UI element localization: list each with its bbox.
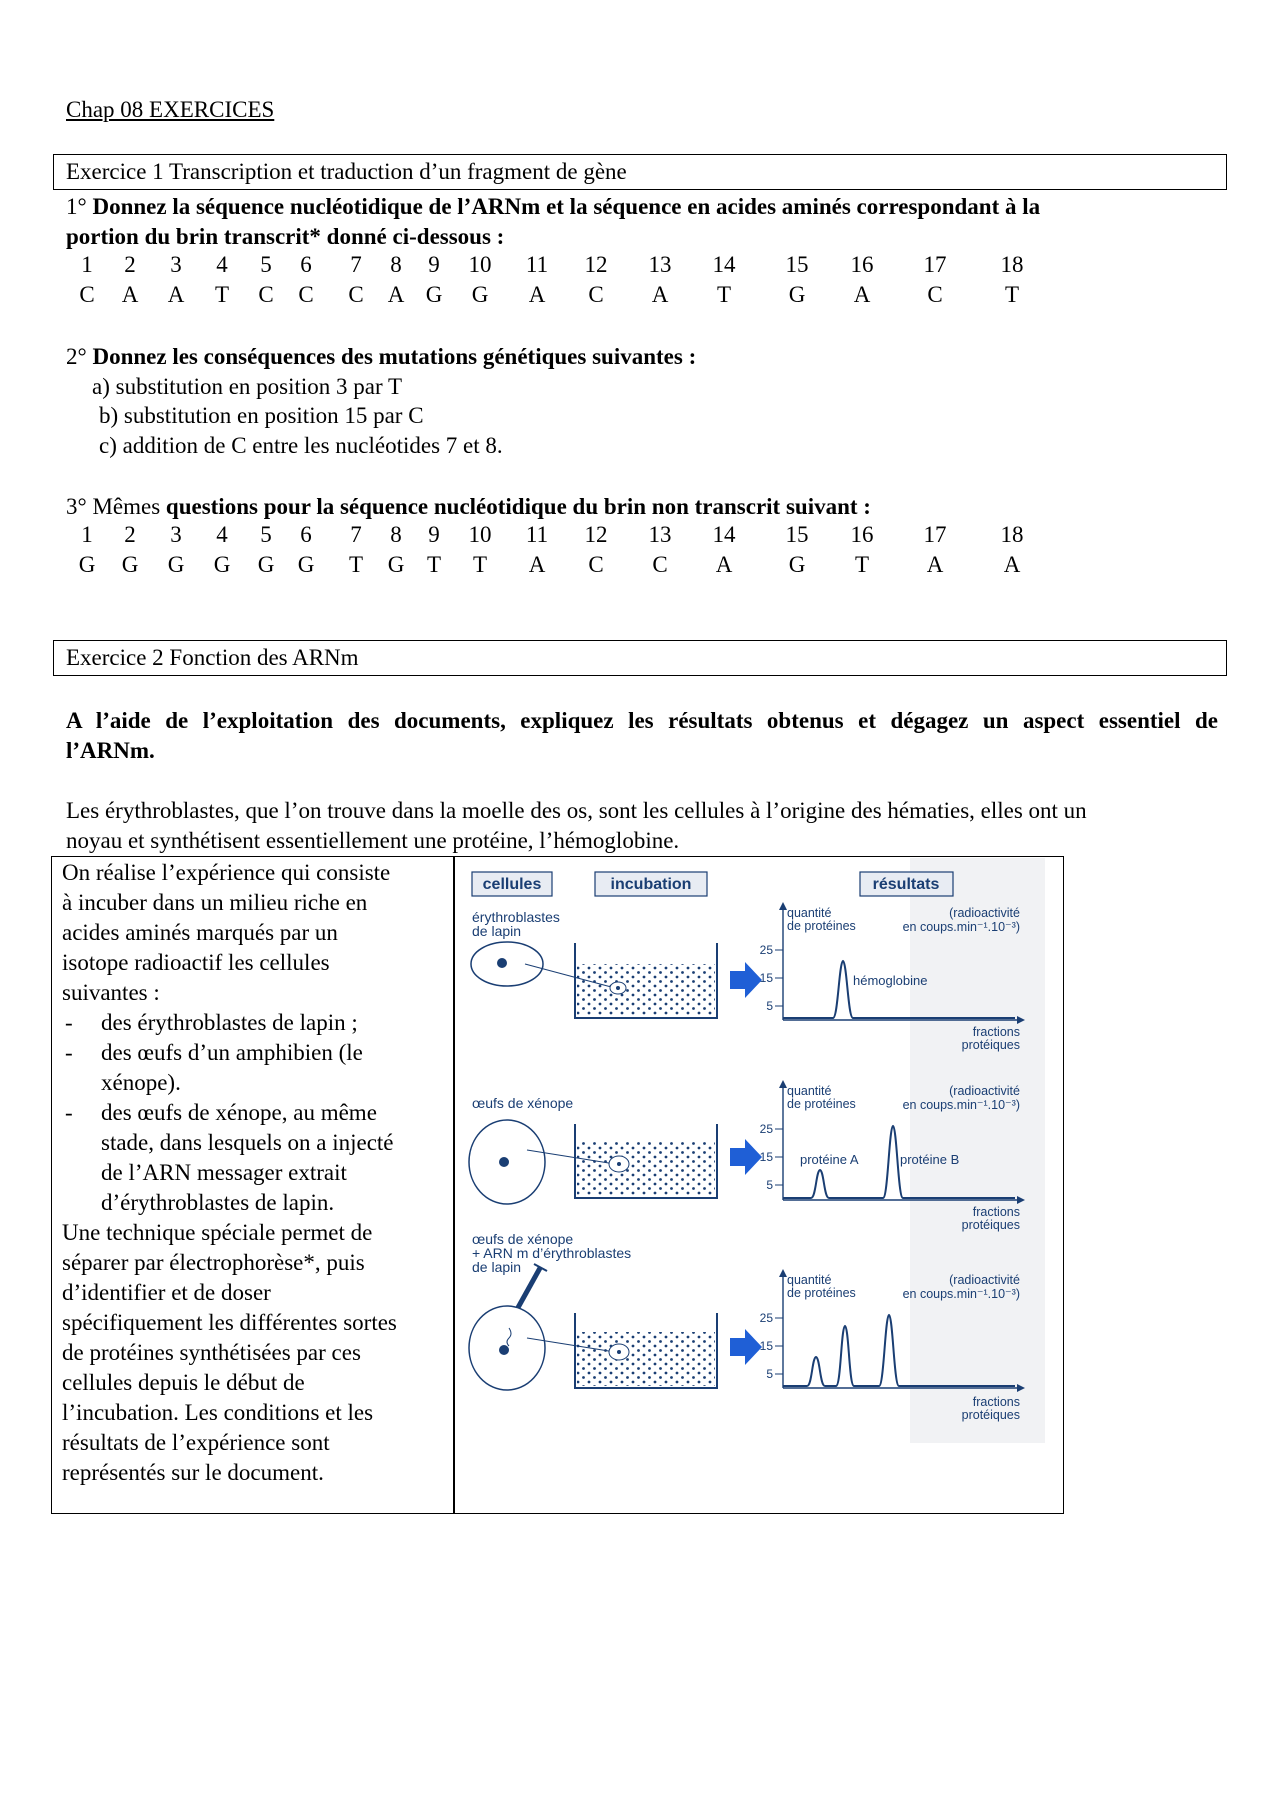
sequence-position: 18 bbox=[1000, 252, 1024, 277]
desc-line: d’identifier et de doser bbox=[62, 1280, 271, 1305]
sequence-base: G bbox=[425, 282, 443, 307]
seq1-positions bbox=[0, 250, 1280, 280]
sequence-base: A bbox=[926, 552, 944, 577]
list-item bbox=[62, 1008, 452, 1038]
q1-line2: portion du brin transcrit* donné ci-dessous : bbox=[66, 224, 505, 249]
list-dash: - bbox=[65, 1040, 73, 1065]
desc-line: l’incubation. Les conditions et les bbox=[62, 1400, 374, 1425]
q2-text: Donnez les conséquences des mutations génétiques suivantes : bbox=[92, 344, 697, 369]
erythroblast-cell bbox=[471, 942, 543, 986]
sequence-position: 7 bbox=[350, 252, 362, 277]
list-item-text: des œufs d’un amphibien (le bbox=[101, 1040, 363, 1065]
sequence-base: G bbox=[471, 282, 489, 307]
cell-nucleus bbox=[499, 1345, 509, 1355]
list-dash: - bbox=[65, 1100, 73, 1125]
sequence-position: 6 bbox=[300, 522, 312, 547]
seq2-bases bbox=[0, 550, 1280, 580]
svg-text:protéiques: protéiques bbox=[961, 1218, 1020, 1232]
sequence-base: C bbox=[652, 552, 668, 577]
svg-text:incubation: incubation bbox=[610, 876, 692, 893]
seq2-positions bbox=[0, 520, 1280, 550]
sequence-position: 4 bbox=[216, 252, 228, 277]
sequence-position: 3 bbox=[170, 522, 182, 547]
row3-label: œufs de xénope bbox=[472, 1231, 574, 1247]
svg-text:fractions: fractions bbox=[972, 1025, 1020, 1039]
sequence-base: G bbox=[167, 552, 185, 577]
svg-text:de protéines: de protéines bbox=[787, 1097, 856, 1111]
sequence-base: T bbox=[716, 282, 732, 307]
sequence-position: 4 bbox=[216, 522, 228, 547]
svg-text:protéiques: protéiques bbox=[961, 1408, 1020, 1422]
row2-label: œufs de xénope bbox=[472, 1095, 574, 1111]
sequence-base: G bbox=[257, 552, 275, 577]
svg-text:en coups.min⁻¹.10⁻³): en coups.min⁻¹.10⁻³) bbox=[902, 1098, 1020, 1112]
desc-line: cellules depuis le début de bbox=[62, 1370, 305, 1395]
sequence-position: 15 bbox=[785, 252, 809, 277]
sequence-base: A bbox=[528, 282, 546, 307]
sequence-position: 18 bbox=[1000, 522, 1024, 547]
q2-item-c: c) addition de C entre les nucléotides 7 et 8. bbox=[99, 433, 503, 458]
svg-text:protéine A: protéine A bbox=[800, 1152, 859, 1167]
svg-text:en coups.min⁻¹.10⁻³): en coups.min⁻¹.10⁻³) bbox=[902, 920, 1020, 934]
sequence-base: A bbox=[121, 282, 139, 307]
list-item bbox=[62, 1098, 452, 1218]
list-item-text: d’érythroblastes de lapin. bbox=[101, 1190, 335, 1215]
svg-text:25: 25 bbox=[759, 943, 773, 957]
sequence-position: 10 bbox=[468, 522, 492, 547]
sequence-position: 7 bbox=[350, 522, 362, 547]
q2-item-a: a) substitution en position 3 par T bbox=[92, 374, 403, 399]
sequence-base: A bbox=[528, 552, 546, 577]
svg-text:de protéines: de protéines bbox=[787, 919, 856, 933]
svg-text:résultats: résultats bbox=[872, 876, 940, 893]
svg-text:5: 5 bbox=[766, 999, 773, 1013]
sequence-position: 11 bbox=[525, 252, 549, 277]
sequence-base: C bbox=[927, 282, 943, 307]
svg-text:protéine B: protéine B bbox=[900, 1152, 960, 1167]
list-item-text: des œufs de xénope, au même bbox=[101, 1100, 377, 1125]
sequence-base: G bbox=[788, 552, 806, 577]
exercise-1-title: Exercice 1 Transcription et traduction d’un fragment de gène bbox=[66, 159, 627, 184]
q3-number: 3° Mêmes bbox=[66, 494, 166, 519]
q2-item-b: b) substitution en position 15 par C bbox=[99, 403, 424, 428]
desc-line: de protéines synthétisées par ces bbox=[62, 1340, 361, 1365]
sequence-position: 16 bbox=[850, 522, 874, 547]
q1-text: Donnez la séquence nucléotidique de l’ARNm et la séquence en acides aminés correspondant à la bbox=[92, 194, 1041, 219]
sequence-position: 12 bbox=[584, 252, 608, 277]
sequence-base: G bbox=[213, 552, 231, 577]
svg-text:15: 15 bbox=[759, 1339, 773, 1353]
experiment-description bbox=[62, 858, 452, 1488]
sequence-base: C bbox=[588, 552, 604, 577]
desc-line: à incuber dans un milieu riche en bbox=[62, 890, 368, 915]
sequence-base: T bbox=[214, 282, 230, 307]
sequence-base: G bbox=[297, 552, 315, 577]
svg-text:15: 15 bbox=[759, 1150, 773, 1164]
svg-text:quantité: quantité bbox=[787, 1273, 832, 1287]
sequence-position: 8 bbox=[390, 522, 402, 547]
svg-text:fractions: fractions bbox=[972, 1205, 1020, 1219]
svg-text:quantité: quantité bbox=[787, 906, 832, 920]
desc-line: spécifiquement les différentes sortes bbox=[62, 1310, 397, 1335]
sequence-position: 2 bbox=[124, 252, 136, 277]
cell-nucleus bbox=[499, 1157, 509, 1167]
seq1-bases bbox=[0, 280, 1280, 310]
sequence-position: 12 bbox=[584, 522, 608, 547]
cell-nucleus bbox=[497, 958, 507, 968]
sequence-base: T bbox=[426, 552, 442, 577]
svg-text:quantité: quantité bbox=[787, 1084, 832, 1098]
sequence-base: T bbox=[1004, 282, 1020, 307]
sequence-position: 11 bbox=[525, 522, 549, 547]
desc-line: isotope radioactif les cellules bbox=[62, 950, 330, 975]
row1-label: de lapin bbox=[472, 923, 522, 939]
sequence-position: 1 bbox=[81, 252, 93, 277]
sequence-position: 9 bbox=[428, 522, 440, 547]
ex2-intro-line2: noyau et synthétisent essentiellement une protéine, l’hémoglobine. bbox=[66, 828, 680, 853]
list-item-text: des érythroblastes de lapin ; bbox=[101, 1010, 358, 1035]
desc-line: On réalise l’expérience qui consiste bbox=[62, 860, 391, 885]
q3-line bbox=[66, 492, 871, 522]
q2-number: 2° bbox=[66, 344, 93, 369]
sequence-position: 1 bbox=[81, 522, 93, 547]
row3-label: + ARN m d’érythroblastes bbox=[472, 1245, 632, 1261]
sequence-base: T bbox=[854, 552, 870, 577]
sequence-position: 13 bbox=[648, 252, 672, 277]
sequence-base: C bbox=[298, 282, 314, 307]
sequence-position: 9 bbox=[428, 252, 440, 277]
desc-line: séparer par électrophorèse*, puis bbox=[62, 1250, 365, 1275]
desc-line: acides aminés marqués par un bbox=[62, 920, 338, 945]
svg-text:15: 15 bbox=[759, 971, 773, 985]
experiment-figure bbox=[455, 858, 1045, 1443]
sequence-position: 8 bbox=[390, 252, 402, 277]
sequence-position: 15 bbox=[785, 522, 809, 547]
sequence-position: 6 bbox=[300, 252, 312, 277]
list-dash: - bbox=[65, 1010, 73, 1035]
sequence-base: A bbox=[715, 552, 733, 577]
q1-number: 1° bbox=[66, 194, 93, 219]
sequence-position: 14 bbox=[712, 522, 736, 547]
ex2-question-line2: l’ARNm. bbox=[66, 738, 155, 763]
sequence-base: C bbox=[588, 282, 604, 307]
desc-line: suivantes : bbox=[62, 980, 160, 1005]
sequence-position: 16 bbox=[850, 252, 874, 277]
list-item-text: de l’ARN messager extrait bbox=[101, 1160, 347, 1185]
experiment-diagram bbox=[455, 858, 1045, 1443]
ex2-question-line1: A l’aide de l’exploitation des documents, expliquez les résultats obtenus et dégagez un aspect essentiel de bbox=[66, 708, 1218, 733]
svg-text:en coups.min⁻¹.10⁻³): en coups.min⁻¹.10⁻³) bbox=[902, 1287, 1020, 1301]
svg-text:fractions: fractions bbox=[972, 1395, 1020, 1409]
svg-text:25: 25 bbox=[759, 1311, 773, 1325]
sequence-base: G bbox=[78, 552, 96, 577]
q2-line bbox=[66, 342, 696, 372]
sequence-position: 17 bbox=[923, 252, 947, 277]
sequence-base: A bbox=[651, 282, 669, 307]
sequence-position: 10 bbox=[468, 252, 492, 277]
svg-text:(radioactivité: (radioactivité bbox=[949, 1273, 1020, 1287]
q3-text: questions pour la séquence nucléotidique du brin non transcrit suivant : bbox=[165, 494, 871, 519]
svg-text:(radioactivité: (radioactivité bbox=[949, 1084, 1020, 1098]
svg-text:de protéines: de protéines bbox=[787, 1286, 856, 1300]
sequence-position: 13 bbox=[648, 522, 672, 547]
sequence-base: T bbox=[348, 552, 364, 577]
sequence-base: A bbox=[1003, 552, 1021, 577]
sequence-position: 14 bbox=[712, 252, 736, 277]
sequence-base: G bbox=[387, 552, 405, 577]
list-item bbox=[62, 1038, 452, 1098]
list-item-text: xénope). bbox=[101, 1070, 181, 1095]
sequence-position: 3 bbox=[170, 252, 182, 277]
svg-text:(radioactivité: (radioactivité bbox=[949, 906, 1020, 920]
row3-label: de lapin bbox=[472, 1259, 522, 1275]
svg-text:25: 25 bbox=[759, 1122, 773, 1136]
desc-line: résultats de l’expérience sont bbox=[62, 1430, 330, 1455]
sequence-position: 2 bbox=[124, 522, 136, 547]
sequence-base: G bbox=[788, 282, 806, 307]
exercise-1-title-box bbox=[53, 154, 1227, 190]
exercise-2-title-box bbox=[53, 640, 1227, 676]
sequence-base: A bbox=[387, 282, 405, 307]
page-title: Chap 08 EXERCICES bbox=[66, 97, 275, 122]
svg-text:5: 5 bbox=[766, 1178, 773, 1192]
sequence-position: 5 bbox=[260, 252, 272, 277]
sequence-base: C bbox=[79, 282, 95, 307]
svg-text:protéiques: protéiques bbox=[961, 1038, 1020, 1052]
list-item-text: stade, dans lesquels on a injecté bbox=[101, 1130, 394, 1155]
header-results-label bbox=[860, 872, 953, 896]
sequence-base: G bbox=[121, 552, 139, 577]
sequence-base: C bbox=[258, 282, 274, 307]
exercise-2-title: Exercice 2 Fonction des ARNm bbox=[66, 645, 359, 670]
row1-label: érythroblastes bbox=[472, 909, 560, 925]
header-incubation-label bbox=[595, 872, 707, 896]
sequence-position: 17 bbox=[923, 522, 947, 547]
sequence-position: 5 bbox=[260, 522, 272, 547]
sequence-base: A bbox=[853, 282, 871, 307]
desc-line: Une technique spéciale permet de bbox=[62, 1220, 373, 1245]
svg-text:hémoglobine: hémoglobine bbox=[853, 973, 928, 988]
q1-line1 bbox=[66, 192, 1040, 222]
svg-text:5: 5 bbox=[766, 1367, 773, 1381]
ex2-intro-line1: Les érythroblastes, que l’on trouve dans la moelle des os, sont les cellules à l’origine des hématies, elles ont un bbox=[66, 798, 1087, 823]
sequence-base: A bbox=[167, 282, 185, 307]
header-cells-label bbox=[472, 872, 552, 896]
sequence-base: C bbox=[348, 282, 364, 307]
svg-text:cellules: cellules bbox=[482, 876, 542, 893]
desc-line: représentés sur le document. bbox=[62, 1460, 324, 1485]
sequence-base: T bbox=[472, 552, 488, 577]
